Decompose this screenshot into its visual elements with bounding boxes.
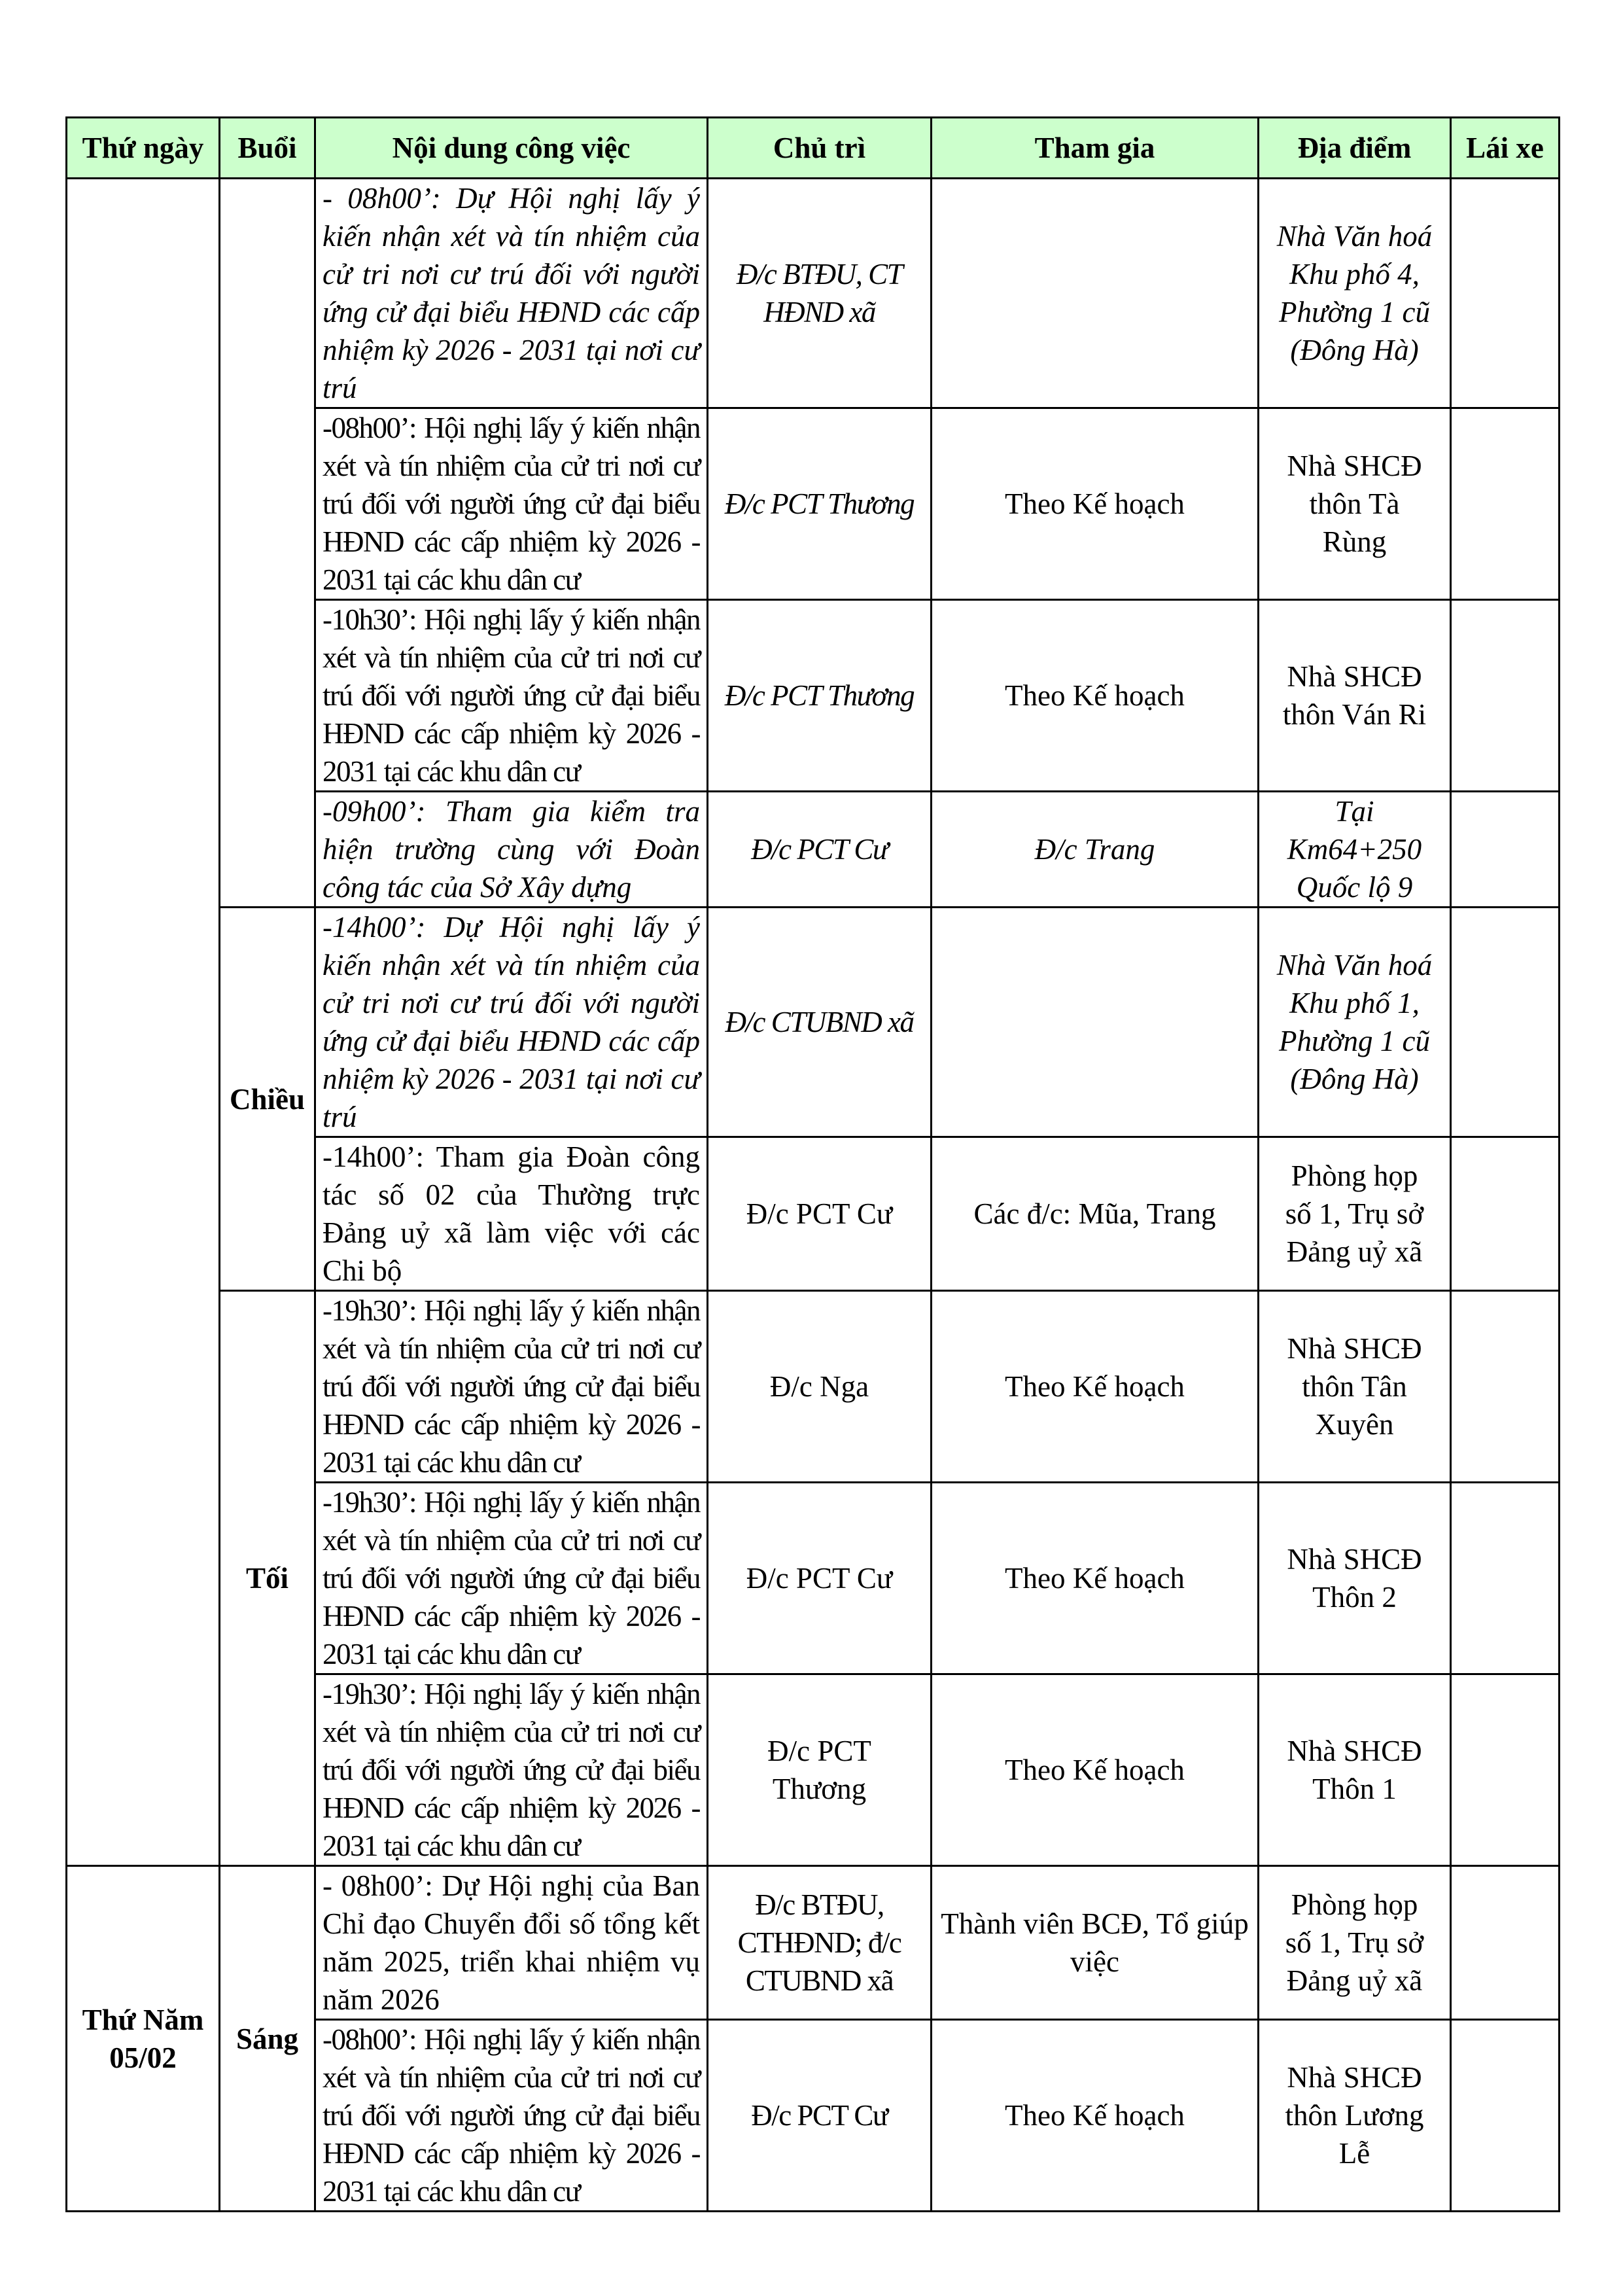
location-line: (Đông Hà) bbox=[1290, 334, 1419, 366]
schedule-table bbox=[65, 116, 1560, 2212]
location-cell bbox=[1259, 1483, 1451, 1674]
chair-cell bbox=[708, 1291, 932, 1483]
table-row bbox=[67, 179, 1560, 408]
participants-cell: Các đ/c: Mũa, Trang bbox=[932, 1137, 1259, 1291]
chair-line: Đ/c PCT Cư bbox=[751, 833, 888, 866]
header-day: Thứ ngày bbox=[67, 118, 220, 179]
chair-line: Đ/c PCT Cư bbox=[746, 1562, 893, 1595]
location-cell bbox=[1259, 908, 1451, 1137]
content-cell: - 08h00’: Dự Hội nghị lấy ý kiến nhận xét và tín nhiệm của cử tri nơi cư trú đối với người ứng cử đại biểu HĐND các cấp nhiệm kỳ 2026 - 2031 tại nơi cư trú bbox=[315, 179, 708, 408]
content-cell: -14h00’: Tham gia Đoàn công tác số 02 của Thường trực Đảng uỷ xã làm việc với các Chi bộ bbox=[315, 1137, 708, 1291]
location-line: số 1, Trụ sở bbox=[1285, 1926, 1424, 1959]
chair-line: Đ/c PCT Thương bbox=[724, 679, 915, 712]
day-cell-thursday bbox=[67, 1866, 220, 2212]
table-row bbox=[67, 1291, 1560, 1483]
location-line: Đảng uỷ xã bbox=[1286, 1964, 1423, 1997]
participants-cell: Theo Kế hoạch bbox=[932, 1674, 1259, 1866]
header-chair: Chủ trì bbox=[708, 118, 932, 179]
chair-line: HĐND xã bbox=[763, 296, 875, 328]
chair-line: Đ/c PCT Cư bbox=[751, 2099, 888, 2132]
location-cell bbox=[1259, 1291, 1451, 1483]
location-cell bbox=[1259, 179, 1451, 408]
driver-cell bbox=[1451, 908, 1560, 1137]
header-content: Nội dung công việc bbox=[315, 118, 708, 179]
header-session: Buổi bbox=[220, 118, 315, 179]
location-cell bbox=[1259, 1866, 1451, 2020]
location-cell bbox=[1259, 1674, 1451, 1866]
location-cell bbox=[1259, 1137, 1451, 1291]
chair-cell bbox=[708, 792, 932, 908]
location-line: thôn Tân bbox=[1302, 1370, 1407, 1403]
table-row bbox=[67, 908, 1560, 1137]
location-line: Khu phố 1, bbox=[1289, 987, 1420, 1019]
content-cell: -09h00’: Tham gia kiểm tra hiện trường cùng với Đoàn công tác của Sở Xây dựng bbox=[315, 792, 708, 908]
driver-cell bbox=[1451, 408, 1560, 600]
participants-cell bbox=[932, 908, 1259, 1137]
location-line: thôn Tà bbox=[1309, 487, 1400, 520]
day-cell-previous bbox=[67, 179, 220, 1866]
driver-cell bbox=[1451, 1483, 1560, 1674]
chair-line: Đ/c PCT bbox=[767, 1735, 871, 1767]
chair-cell bbox=[708, 408, 932, 600]
location-line: Km64+250 bbox=[1287, 833, 1422, 866]
driver-cell bbox=[1451, 1137, 1560, 1291]
chair-line: Đ/c Nga bbox=[769, 1370, 869, 1403]
day-weekday: Thứ Năm bbox=[82, 2003, 204, 2036]
location-line: Phường 1 cũ bbox=[1278, 296, 1431, 328]
chair-cell bbox=[708, 179, 932, 408]
chair-cell bbox=[708, 1674, 932, 1866]
location-line: Khu phố 4, bbox=[1289, 258, 1420, 291]
location-line: Rùng bbox=[1322, 525, 1387, 558]
chair-line: Đ/c PCT Thương bbox=[724, 487, 915, 520]
location-line: Quốc lộ 9 bbox=[1296, 871, 1413, 904]
chair-line: CTUBND xã bbox=[745, 1964, 894, 1997]
participants-cell: Đ/c Trang bbox=[932, 792, 1259, 908]
chair-cell bbox=[708, 1137, 932, 1291]
chair-line: Đ/c PCT Cư bbox=[746, 1197, 893, 1230]
location-line: Phòng họp bbox=[1291, 1888, 1418, 1921]
session-cell-afternoon: Chiều bbox=[220, 908, 315, 1291]
content-cell: -19h30’: Hội nghị lấy ý kiến nhận xét và tín nhiệm của cử tri nơi cư trú đối với người ứng cử đại biểu HĐND các cấp nhiệm kỳ 2026 - 2031 tại các khu dân cư bbox=[315, 1483, 708, 1674]
location-line: Nhà SHCĐ bbox=[1287, 1543, 1422, 1576]
session-cell-morning: Sáng bbox=[220, 1866, 315, 2212]
location-line: số 1, Trụ sở bbox=[1285, 1197, 1424, 1230]
location-line: Thôn 1 bbox=[1312, 1773, 1397, 1805]
location-line: Nhà SHCĐ bbox=[1287, 1332, 1422, 1365]
content-cell: -19h30’: Hội nghị lấy ý kiến nhận xét và tín nhiệm của cử tri nơi cư trú đối với người ứng cử đại biểu HĐND các cấp nhiệm kỳ 2026 - 2031 tại các khu dân cư bbox=[315, 1674, 708, 1866]
content-cell: -08h00’: Hội nghị lấy ý kiến nhận xét và tín nhiệm của cử tri nơi cư trú đối với người ứng cử đại biểu HĐND các cấp nhiệm kỳ 2026 - 2031 tại các khu dân cư bbox=[315, 2020, 708, 2212]
location-line: Nhà SHCĐ bbox=[1287, 660, 1422, 693]
driver-cell bbox=[1451, 179, 1560, 408]
location-line: thôn Ván Ri bbox=[1282, 698, 1427, 731]
location-line: thôn Lương bbox=[1285, 2099, 1424, 2132]
chair-cell bbox=[708, 2020, 932, 2212]
content-cell: -08h00’: Hội nghị lấy ý kiến nhận xét và tín nhiệm của cử tri nơi cư trú đối với người ứng cử đại biểu HĐND các cấp nhiệm kỳ 2026 - 2031 tại các khu dân cư bbox=[315, 408, 708, 600]
location-line: Lễ bbox=[1338, 2137, 1370, 2170]
location-line: Nhà Văn hoá bbox=[1276, 949, 1433, 981]
chair-line: Đ/c CTUBND xã bbox=[725, 1006, 914, 1038]
participants-cell: Theo Kế hoạch bbox=[932, 2020, 1259, 2212]
driver-cell bbox=[1451, 792, 1560, 908]
chair-cell bbox=[708, 600, 932, 792]
header-row bbox=[67, 118, 1560, 179]
location-line: Thôn 2 bbox=[1312, 1581, 1397, 1614]
location-cell bbox=[1259, 408, 1451, 600]
location-cell bbox=[1259, 600, 1451, 792]
driver-cell bbox=[1451, 2020, 1560, 2212]
chair-line: Thương bbox=[772, 1773, 867, 1805]
participants-cell: Thành viên BCĐ, Tổ giúp việc bbox=[932, 1866, 1259, 2020]
location-line: Đảng uỷ xã bbox=[1286, 1235, 1423, 1268]
session-cell-morning-previous bbox=[220, 179, 315, 908]
day-date: 05/02 bbox=[109, 2041, 177, 2074]
driver-cell bbox=[1451, 600, 1560, 792]
location-line: Xuyên bbox=[1315, 1408, 1394, 1441]
chair-line: CTHĐND; đ/c bbox=[737, 1926, 901, 1959]
table-row bbox=[67, 1866, 1560, 2020]
driver-cell bbox=[1451, 1674, 1560, 1866]
location-cell bbox=[1259, 2020, 1451, 2212]
location-line: Nhà SHCĐ bbox=[1287, 2061, 1422, 2094]
session-cell-evening: Tối bbox=[220, 1291, 315, 1866]
header-driver: Lái xe bbox=[1451, 118, 1560, 179]
chair-line: Đ/c BTĐU, bbox=[755, 1888, 884, 1921]
location-line: Phường 1 cũ bbox=[1278, 1025, 1431, 1057]
driver-cell bbox=[1451, 1291, 1560, 1483]
content-cell: -19h30’: Hội nghị lấy ý kiến nhận xét và tín nhiệm của cử tri nơi cư trú đối với người ứng cử đại biểu HĐND các cấp nhiệm kỳ 2026 - 2031 tại các khu dân cư bbox=[315, 1291, 708, 1483]
driver-cell bbox=[1451, 1866, 1560, 2020]
location-line: Phòng họp bbox=[1291, 1159, 1418, 1192]
participants-cell bbox=[932, 179, 1259, 408]
chair-cell bbox=[708, 908, 932, 1137]
participants-cell: Theo Kế hoạch bbox=[932, 1483, 1259, 1674]
chair-cell bbox=[708, 1483, 932, 1674]
location-line: (Đông Hà) bbox=[1290, 1063, 1419, 1095]
location-cell bbox=[1259, 792, 1451, 908]
chair-cell bbox=[708, 1866, 932, 2020]
content-cell: -10h30’: Hội nghị lấy ý kiến nhận xét và tín nhiệm của cử tri nơi cư trú đối với người ứng cử đại biểu HĐND các cấp nhiệm kỳ 2026 - 2031 tại các khu dân cư bbox=[315, 600, 708, 792]
chair-line: Đ/c BTĐU, CT bbox=[736, 258, 903, 291]
content-cell: - 08h00’: Dự Hội nghị của Ban Chỉ đạo Chuyển đổi số tổng kết năm 2025, triển khai nhiệm vụ năm 2026 bbox=[315, 1866, 708, 2020]
header-participants: Tham gia bbox=[932, 118, 1259, 179]
location-line: Tại bbox=[1335, 795, 1374, 828]
location-line: Nhà Văn hoá bbox=[1276, 220, 1433, 253]
participants-cell: Theo Kế hoạch bbox=[932, 408, 1259, 600]
location-line: Nhà SHCĐ bbox=[1287, 1735, 1422, 1767]
participants-cell: Theo Kế hoạch bbox=[932, 1291, 1259, 1483]
content-cell: -14h00’: Dự Hội nghị lấy ý kiến nhận xét và tín nhiệm của cử tri nơi cư trú đối với người ứng cử đại biểu HĐND các cấp nhiệm kỳ 2026 - 2031 tại nơi cư trú bbox=[315, 908, 708, 1137]
location-line: Nhà SHCĐ bbox=[1287, 450, 1422, 482]
header-location: Địa điểm bbox=[1259, 118, 1451, 179]
participants-cell: Theo Kế hoạch bbox=[932, 600, 1259, 792]
